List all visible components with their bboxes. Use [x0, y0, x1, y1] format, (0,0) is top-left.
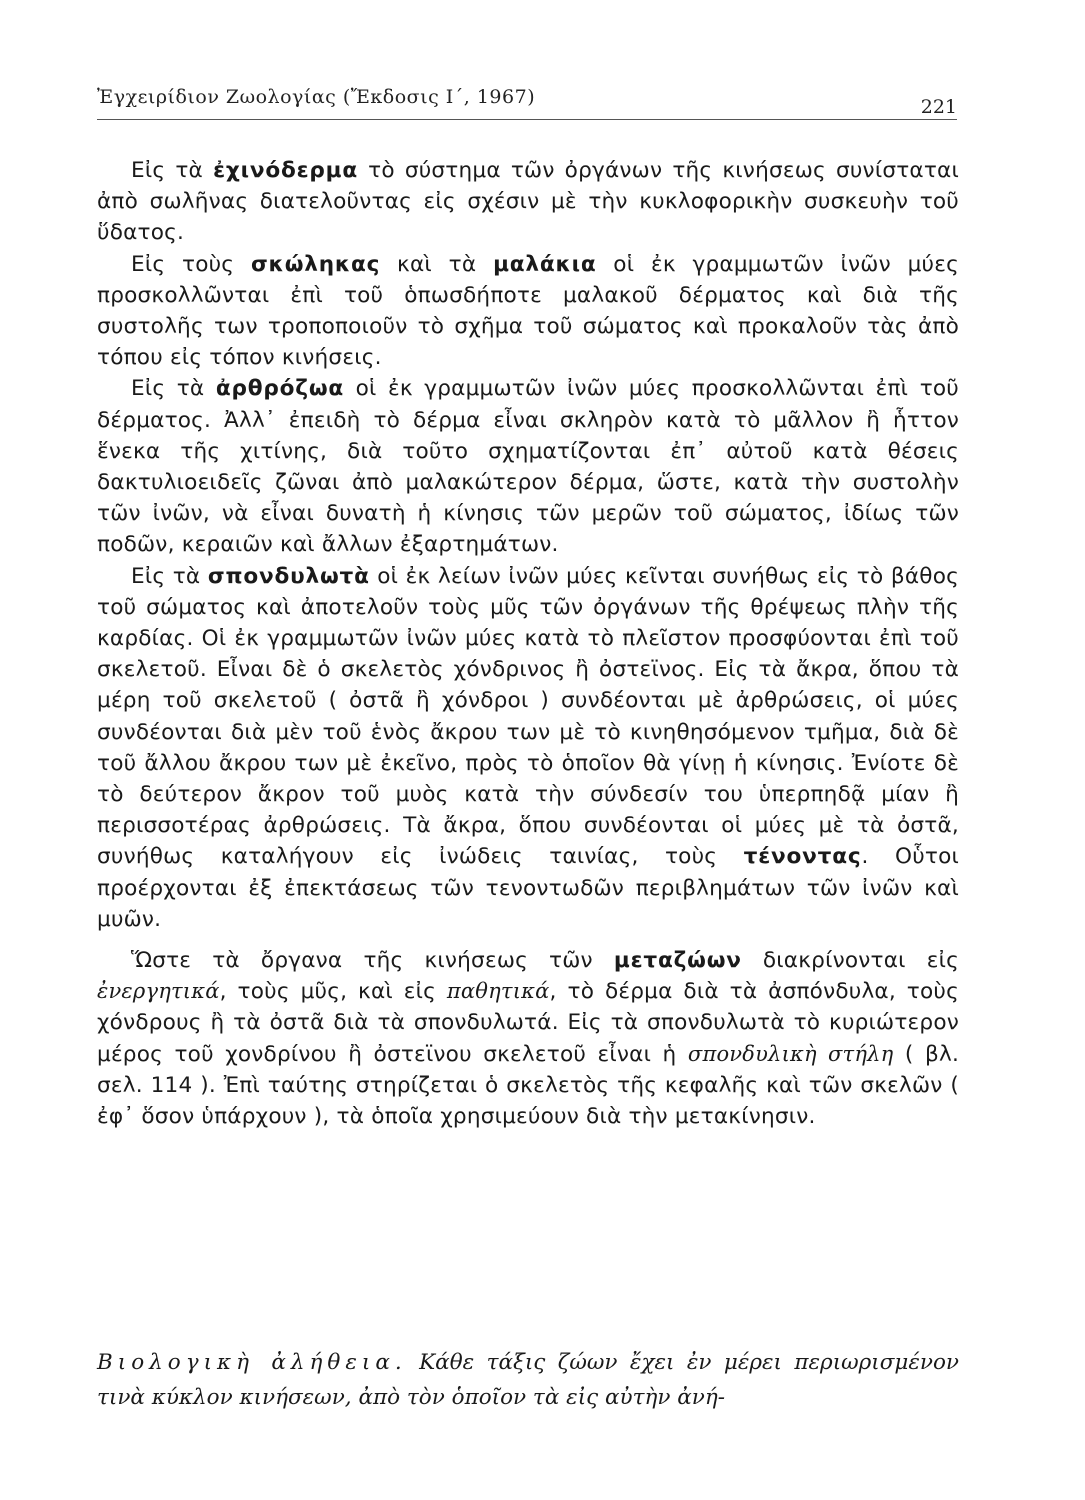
p3-text-c: οἱ ἐκ γραμμωτῶν ἰνῶν μύες προσκολλῶνται ἐπὶ τοῦ δέρματος. Ἀλλ᾽ ἐπειδὴ τὸ δέρμα εἶναι σκληρὸν κατὰ τὸ μᾶλλον ἢ ἧττον ἕνεκα τῆς χιτίνης, διὰ τοῦτο σχηματίζονται ἐπ᾽ αὐτοῦ κατὰ θέσεις δακτυλιοειδεῖς ζῶναι ἀπὸ μαλακώτερον δέρμα, ὥστε, κατὰ τὴν συστολὴν τῶν ἰνῶν, νὰ εἶναι δυνατὴ ἡ κίνησις τῶν μερῶν τοῦ σώματος, ἰδίως τῶν ποδῶν, κεραιῶν καὶ ἄλλων ἐξαρτημάτων.	[97, 376, 959, 558]
p1-text-c: τὸ σύστημα τῶν ὀργάνων τῆς κινήσεως συνίσταται ἀπὸ σωλῆνας διατελοῦντας εἰς σχέσιν μὲ τὴν κυκλοφορικὴν συσκευὴν τοῦ ὕδατος.	[97, 158, 959, 246]
p5-term-metazoa: μεταζώων	[613, 948, 742, 974]
p4-text-e: . Οὗτοι προέρχονται ἐξ ἐπεκτάσεως τῶν τενοντωδῶν περιβλημάτων τῶν ἰνῶν καὶ μυῶν.	[97, 844, 960, 932]
p3-text-a: Εἰς τὰ	[131, 376, 216, 402]
p2-text-c: καὶ τὰ	[380, 251, 494, 277]
p5-text-e: , τοὺς μῦς, καὶ εἰς	[219, 979, 447, 1005]
p5-text-a: Ὥστε τὰ ὄργανα τῆς κινήσεως τῶν	[131, 948, 614, 974]
p2-text-e: οἱ ἐκ γραμμωτῶν ἰνῶν μύες προσκολλῶνται ἐπὶ τοῦ ὁπωσδήποτε μαλακοῦ δέρματος καὶ διὰ τῆς συστολῆς των τροποποιοῦν τὸ σχῆμα τοῦ σώματος καὶ προκαλοῦν τὰς ἀπὸ τόπου εἰς τόπον κινήσεις.	[97, 251, 959, 371]
p5-term-passive: παθητικά	[446, 979, 550, 1004]
p4-term-vertebrates: σπονδυλωτὰ	[207, 563, 370, 589]
paragraph-arthropods	[97, 373, 959, 560]
p1-text-a: Εἰς τὰ	[131, 158, 214, 183]
p5-term-active: ἐνεργητικά	[97, 979, 220, 1004]
p4-text-c: οἱ ἐκ λείων ἰνῶν μύες κεῖνται συνήθως εἰς τὸ βάθος τοῦ σώματος καὶ ἀποτελοῦν τοὺς μῦς τῶν ὀργάνων τῆς θρέψεως πλὴν τῆς καρδίας. Οἱ ἐκ γραμμωτῶν ἰνῶν μύες κατὰ τὸ πλεῖστον προσφύονται ἐπὶ τοῦ σκελετοῦ. Εἶναι δὲ ὁ σκελετὸς χόνδρινος ἢ ὀστεϊνος. Εἰς τὰ ἄκρα, ὅπου τὰ μέρη τοῦ σκελετοῦ ( ὀστᾶ ἢ χόνδροι ) συνδέονται μὲ ἀρθρώσεις, οἱ μύες συνδέονται διὰ μὲν τοῦ ἑνὸς ἄκρου των μὲ τὸ κινηθησόμενον τμῆμα, διὰ δὲ τοῦ ἄλλου ἄκρου των μὲ ἐκεῖνο, πρὸς τὸ ὁποῖον θὰ γίνῃ ἡ κίνησις. Ἐνίοτε δὲ τὸ δεύτερον ἄκρον τοῦ μυὸς κατὰ τὴν σύνδεσίν του ὑπερπηδᾷ μίαν ἢ περισσοτέρας ἀρθρώσεις. Τὰ ἄκρα, ὅπου συνδέονται οἱ μύες μὲ τὰ ὀστᾶ, συνήθως καταλήγουν εἰς ἰνώδεις ταινίας, τοὺς	[97, 563, 959, 870]
header-rule	[97, 119, 957, 120]
body-text	[97, 155, 959, 1132]
biological-truth-heading: Βιολογικὴ ἀλήθεια.	[97, 1350, 407, 1375]
p5-term-spinal-column: σπονδυλικὴ στήλη	[687, 1041, 894, 1066]
p5-text-i: ( βλ. σελ. 114 ). Ἐπὶ ταύτης στηρίζεται ὁ σκελετὸς τῆς κεφαλῆς καὶ τῶν σκελῶν ( ἐφ᾽ ὅσον ὑπάρχουν ), τὰ ὁποῖα χρησιμεύουν διὰ τὴν μετακίνησιν.	[97, 1041, 960, 1130]
paragraph-worms-molluscs	[97, 249, 959, 374]
p4-text-a: Εἰς τὰ	[131, 563, 208, 589]
biological-truth-section	[97, 1345, 959, 1415]
biological-truth-text: Κάθε τάξις ζώων ἔχει ἐν μέρει περιωρισμένον τινὰ κύκλον κινήσεων, ἀπὸ τὸν ὁποῖον τὰ εἰς αὐτὴν ἀνή-	[97, 1350, 959, 1410]
p2-term-worms: σκώληκας	[250, 251, 381, 277]
p3-term-arthropods: ἀρθρόζωα	[215, 376, 345, 402]
p5-text-c: διακρίνονται εἰς	[741, 948, 959, 974]
p5-text-g: , τὸ δέρμα διὰ τὰ ἀσπόνδυλα, τοὺς χόνδρους ἢ τὰ ὀστᾶ διὰ τὰ σπονδυλωτά. Εἰς τὰ σπονδυλωτὰ τὸ κυριώτερον μέρος τοῦ χονδρίνου ἢ ὀστεϊνου σκελετοῦ εἶναι ἡ	[97, 979, 959, 1067]
paragraph-metazoa	[97, 945, 959, 1132]
p2-text-a: Εἰς τοὺς	[131, 251, 251, 277]
running-head: Ἐγχειρίδιον Ζωολογίας (Ἔκδοσις Ι΄, 1967)	[97, 86, 536, 108]
page-number: 221	[920, 96, 957, 118]
paragraph-biological-truth	[97, 1345, 959, 1415]
p1-term-echinoderms: ἐχινόδερμα	[213, 158, 359, 183]
paragraph-echinoderms	[97, 155, 959, 249]
p2-term-molluscs: μαλάκια	[493, 251, 597, 277]
p4-term-tendons: τένοντας	[743, 844, 862, 870]
paragraph-vertebrates	[97, 561, 959, 935]
